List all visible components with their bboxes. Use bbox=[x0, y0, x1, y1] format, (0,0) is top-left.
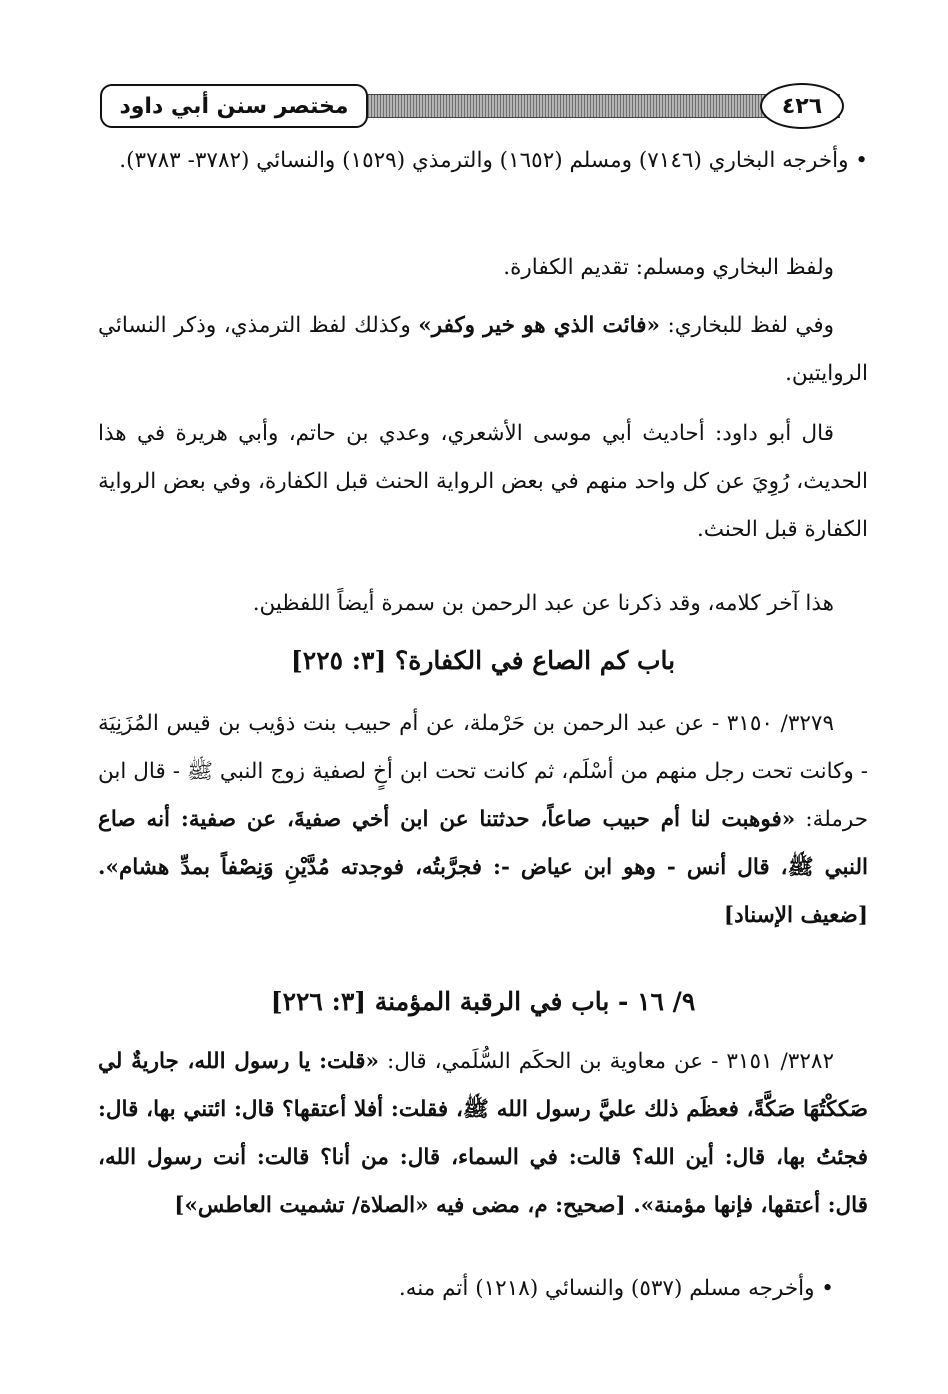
footnote-takhrij: • وأخرجه البخاري (٧١٤٦) ومسلم (١٦٥٢) والترمذي (١٥٢٩) والنسائي (٣٧٨٢- ٣٧٨٣). bbox=[119, 148, 868, 173]
hadith-matn: «فوهبت لنا أم حبيب صاعاً، حدثتنا عن ابن أخي صفيةَ، عن صفية: أنه صاع النبي ﷺ، قال أنس - وهو ابن عياض -: فجرَّبتُه، فوجدته مُدَّيْنِ وَنِصْفاً بمدِّ هشام» bbox=[98, 807, 868, 880]
paragraph-text: وفي لفظ للبخاري: bbox=[659, 313, 834, 338]
paragraph-abu-dawud: قال أبو داود: أحاديث أبي موسى الأشعري، وعدي بن حاتم، وأبي هريرة في هذا الحديث، رُوِيَ عن كل واحد منهم في بعض الرواية الحنث قبل الكفارة، وفي بعض الرواية الكفارة قبل الحنث. bbox=[97, 421, 868, 542]
page-number: ٤٢٦ bbox=[760, 83, 844, 129]
hadith-3282 bbox=[98, 1038, 868, 1230]
hadith-matn: «قلت: يا رسول الله، جاريةٌ لي صَككْتُهَا صَكَّةً، فعظَم ذلك عليَّ رسول الله ﷺ، فقلت: أفلا أعتقها؟ قال: ائتني بها، قال: فجئتُ بها، قال: أين الله؟ قالت: في السماء، قال: من أنا؟ قالت: أنت رسول الله، قال: أعتقها، فإنها مؤمنة» bbox=[98, 1049, 868, 1218]
paragraph-text: وكذلك لفظ الترمذي، وذكر النسائي الروايتين. bbox=[98, 313, 868, 386]
quoted-text: «فائت الذي هو خير وكفر» bbox=[418, 313, 660, 338]
paragraph-closing: هذا آخر كلامه، وقد ذكرنا عن عبد الرحمن بن سمرة أيضاً اللفظين. bbox=[252, 591, 834, 616]
hadith-grading: . [صحيح: م، مضى فيه «الصلاة/ تشميت العاطس»] bbox=[174, 1193, 641, 1218]
chapter-heading: ٩/ ١٦ - باب في الرقبة المؤمنة [٣: ٢٢٦] bbox=[270, 987, 696, 1016]
chapter-heading: باب كم الصاع في الكفارة؟ [٣: ٢٢٥] bbox=[290, 646, 676, 675]
hadith-text: ٣٢٧٩/ ٣١٥٠ - عن عبد الرحمن بن حَرْملة، عن أم حبيب بنت ذؤيب بن قيس المُزَنِيَة - وكانت تحت رجل منهم من أسْلَم، ثم كانت تحت ابن أخٍ لصفية زوج النبي ﷺ - قال ابن حرملة: bbox=[98, 711, 868, 832]
paragraph-bukhari-lafz bbox=[98, 302, 868, 398]
hadith-grading: . [ضعيف الإسناد] bbox=[98, 855, 868, 928]
hadith-3279 bbox=[98, 700, 868, 940]
footnote-muslim: • وأخرجه مسلم (٥٣٧) والنسائي (١٢١٨) أتم منه. bbox=[398, 1276, 834, 1301]
page-header bbox=[100, 82, 870, 128]
hadith-text: ٣٢٨٢/ ٣١٥١ - عن معاوية بن الحكَم السُّلَمي، قال: bbox=[379, 1049, 834, 1074]
book-title: مختصر سنن أبي داود bbox=[100, 84, 368, 128]
paragraph-lafz: ولفظ البخاري ومسلم: تقديم الكفارة. bbox=[503, 255, 834, 280]
